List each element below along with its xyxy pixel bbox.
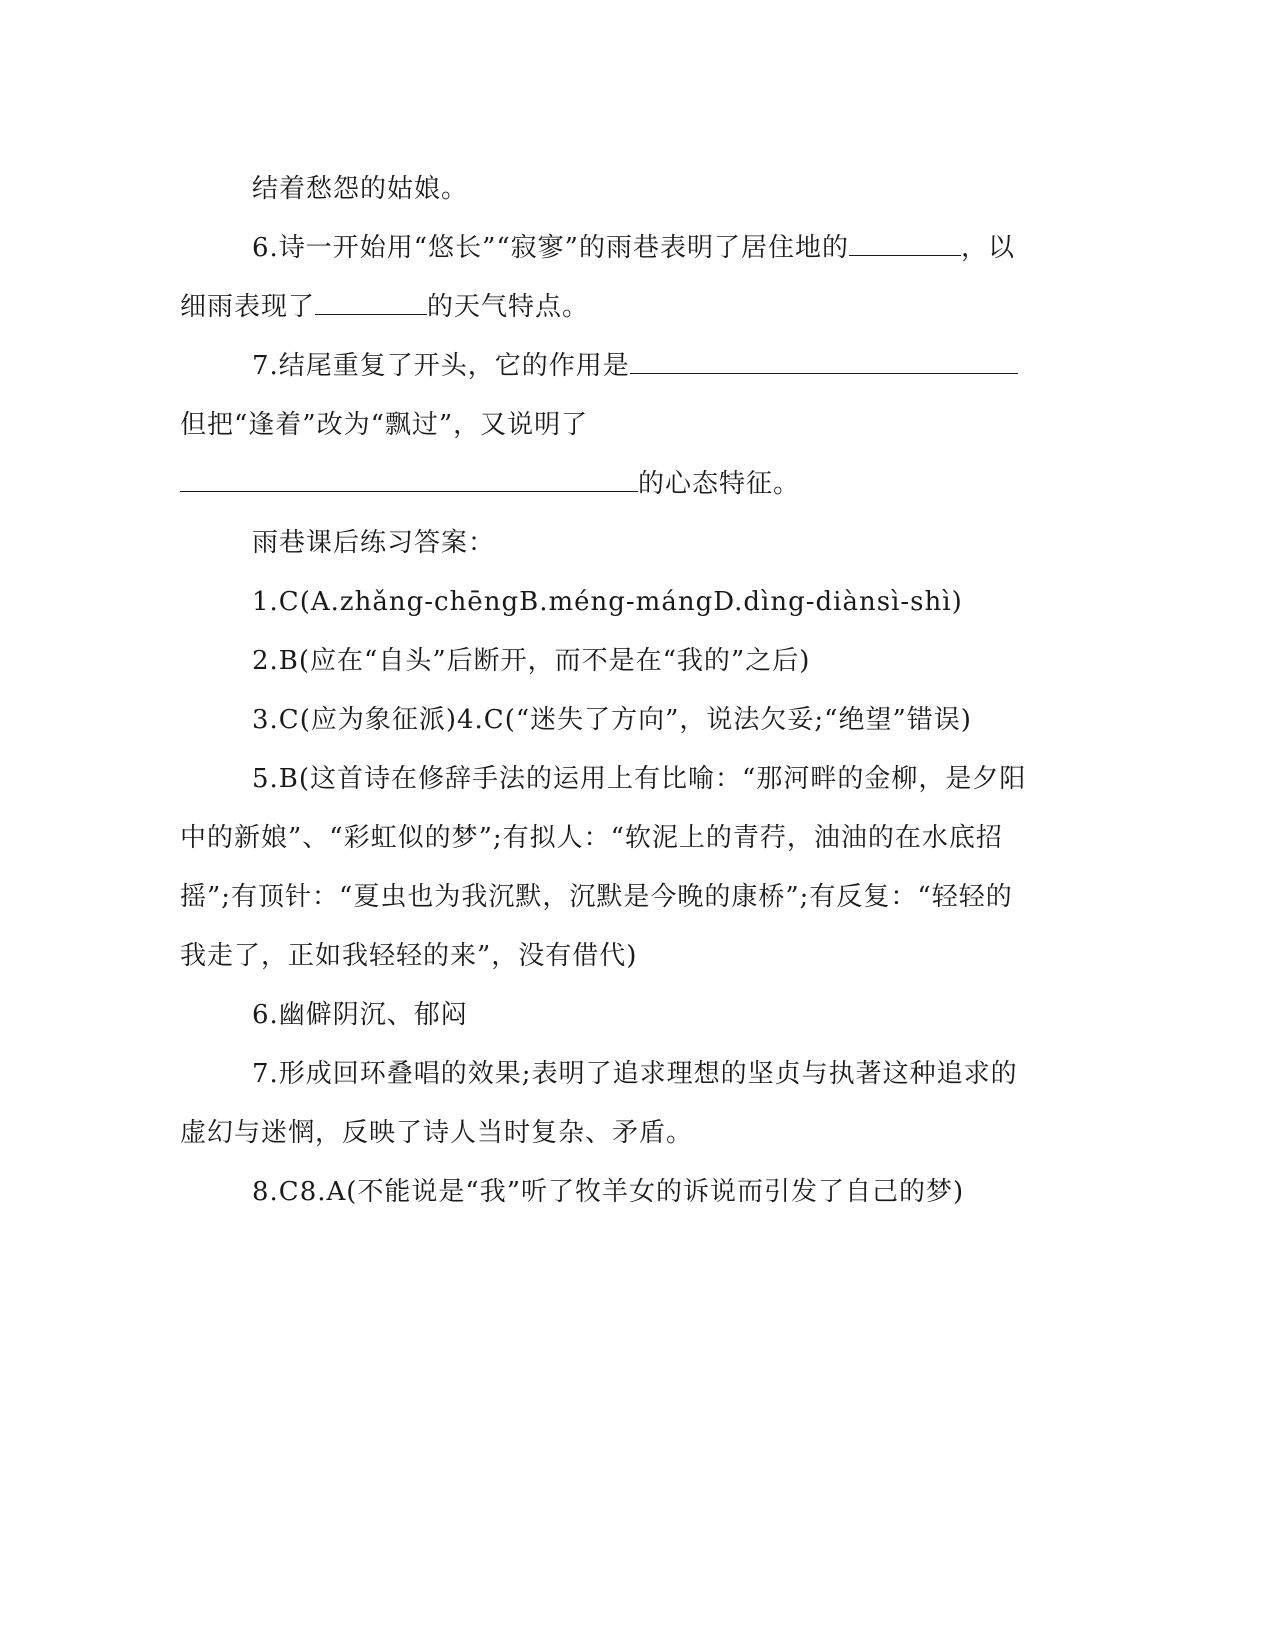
document-page xyxy=(180,160,1040,1222)
answer-line xyxy=(180,573,1040,632)
answer-blank xyxy=(849,229,961,256)
answer-line xyxy=(180,750,1040,809)
answer-line xyxy=(180,632,1040,691)
paragraph-text: 结着愁怨的姑娘。 xyxy=(252,174,469,204)
answer-line xyxy=(180,1163,1040,1222)
question-6-line-2 xyxy=(180,278,1040,337)
section-title: 雨巷课后练习答案： xyxy=(252,528,496,558)
question-text: ，以 xyxy=(960,233,1015,263)
answer-text: 摇”;有顶针：“夏虫也为我沉默，沉默是今晚的康桥”;有反复：“轻轻的 xyxy=(180,882,1013,912)
question-7-line-3 xyxy=(180,455,1040,514)
question-6-line-1 xyxy=(180,219,1040,278)
question-text: 的心态特征。 xyxy=(638,469,801,499)
answer-blank xyxy=(630,347,1018,374)
answer-line xyxy=(180,809,1040,868)
answer-line xyxy=(180,691,1040,750)
answer-text: 1.C(A.zhǎng-chēngB.méng-mángD.dìng-diànsì-shì) xyxy=(252,587,963,617)
answer-line xyxy=(180,986,1040,1045)
question-text: 但把“逢着”改为“飘过”，又说明了 xyxy=(180,410,589,440)
question-7-line-1 xyxy=(180,337,1040,396)
answer-blank xyxy=(315,288,427,315)
text-line xyxy=(180,160,1040,219)
answer-text: 8.C8.A(不能说是“我”听了牧羊女的诉说而引发了自己的梦) xyxy=(252,1177,965,1207)
answer-blank xyxy=(180,465,638,492)
question-text: 6.诗一开始用“悠长”“寂寥”的雨巷表明了居住地的 xyxy=(252,233,849,263)
answer-line xyxy=(180,927,1040,986)
answer-line xyxy=(180,1104,1040,1163)
answer-text: 虚幻与迷惘，反映了诗人当时复杂、矛盾。 xyxy=(180,1118,694,1148)
answer-text: 中的新娘”、“彩虹似的梦”;有拟人：“软泥上的青荇，油油的在水底招 xyxy=(180,823,1003,853)
answer-text: 6.幽僻阴沉、郁闷 xyxy=(252,1000,468,1030)
question-text: 的天气特点。 xyxy=(427,292,590,322)
answer-text: 2.B(应在“自头”后断开，而不是在“我的”之后) xyxy=(252,646,811,676)
answer-text: 7.形成回环叠唱的效果;表明了追求理想的坚贞与执著这种追求的 xyxy=(252,1059,1018,1089)
answer-text: 5.B(这首诗在修辞手法的运用上有比喻：“那河畔的金柳，是夕阳 xyxy=(252,764,1027,794)
answer-line xyxy=(180,868,1040,927)
answer-text: 3.C(应为象征派)4.C(“迷失了方向”，说法欠妥;“绝望”错误) xyxy=(252,705,972,735)
question-text: 7.结尾重复了开头，它的作用是 xyxy=(252,351,630,381)
answer-text: 我走了，正如我轻轻的来”，没有借代) xyxy=(180,941,638,971)
answer-line xyxy=(180,1045,1040,1104)
question-text: 细雨表现了 xyxy=(180,292,316,322)
question-7-line-2 xyxy=(180,396,1040,455)
answers-heading xyxy=(180,514,1040,573)
